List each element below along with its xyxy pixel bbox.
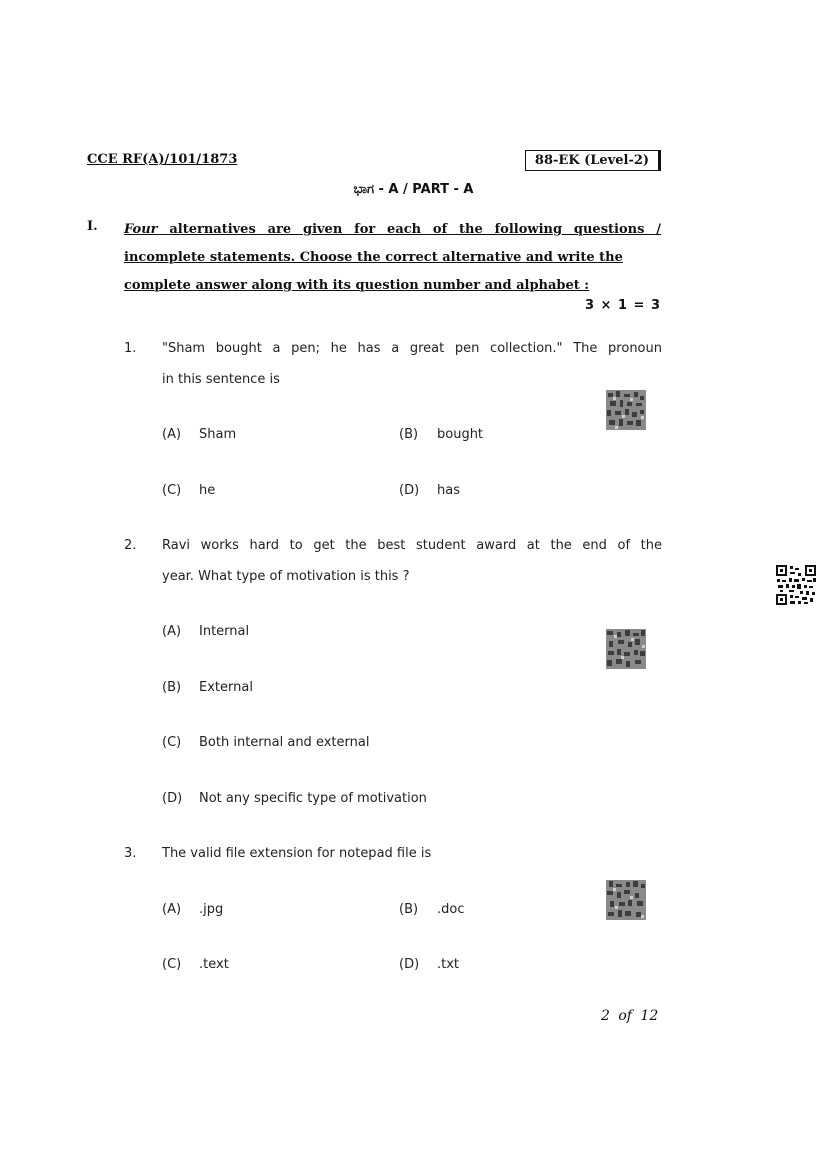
option-letter: (B) [399,427,419,442]
qr-code-icon [606,629,646,669]
instruction-emphasis: Four [124,222,158,237]
option-letter: (C) [162,957,182,972]
paper-code-box: 88-EK (Level-2) [525,150,659,171]
option-text: .txt [437,957,460,972]
paper-reference-code: CCE RF(A)/101/1873 [87,152,238,167]
option-letter: (D) [399,957,420,972]
option-letter: (B) [399,902,419,917]
option-text: Not any specific type of motivation [199,791,427,806]
qr-code-icon [606,390,646,430]
option-letter: (D) [399,483,420,498]
option-text: Both internal and external [199,735,370,750]
section-marks: 3 × 1 = 3 [584,298,661,313]
option-letter: (A) [162,624,182,639]
option-letter: (C) [162,735,182,750]
page-number: 2 of 12 [601,1008,659,1024]
section-instruction [124,216,661,300]
instruction-line-1: Four alternatives are given for each of the following questions / [124,222,661,237]
instruction-line-3: complete answer along with its question number and alphabet : [124,278,590,293]
qr-code-icon [606,880,646,920]
section-number: I. [87,219,98,234]
option-text: .text [199,957,229,972]
instruction-line-2: incomplete statements. Choose the correct alternative and write the [124,250,623,265]
question-text: "Sham bought a pen; he has a great pen collection." The pronoun in this sentence is [162,341,662,387]
option-text: he [199,483,216,498]
question-text: The valid file extension for notepad file is [162,846,432,861]
option-text: has [437,483,460,498]
qr-code-icon [776,565,816,605]
option-text: .doc [437,902,465,917]
question-number: 3. [124,846,137,861]
option-text: .jpg [199,902,224,917]
option-text: Sham [199,427,237,442]
option-letter: (A) [162,427,182,442]
option-text: Internal [199,624,250,639]
option-text: bought [437,427,484,442]
option-letter: (C) [162,483,182,498]
option-letter: (B) [162,680,182,695]
question-number: 2. [124,538,137,553]
question-number: 1. [124,341,137,356]
option-letter: (D) [162,791,183,806]
option-letter: (A) [162,902,182,917]
part-title: ಭಾಗ - A / PART - A [353,182,474,197]
option-text: External [199,680,253,695]
question-text: Ravi works hard to get the best student award at the end of the year. What type of motivation is this ? [162,538,662,584]
